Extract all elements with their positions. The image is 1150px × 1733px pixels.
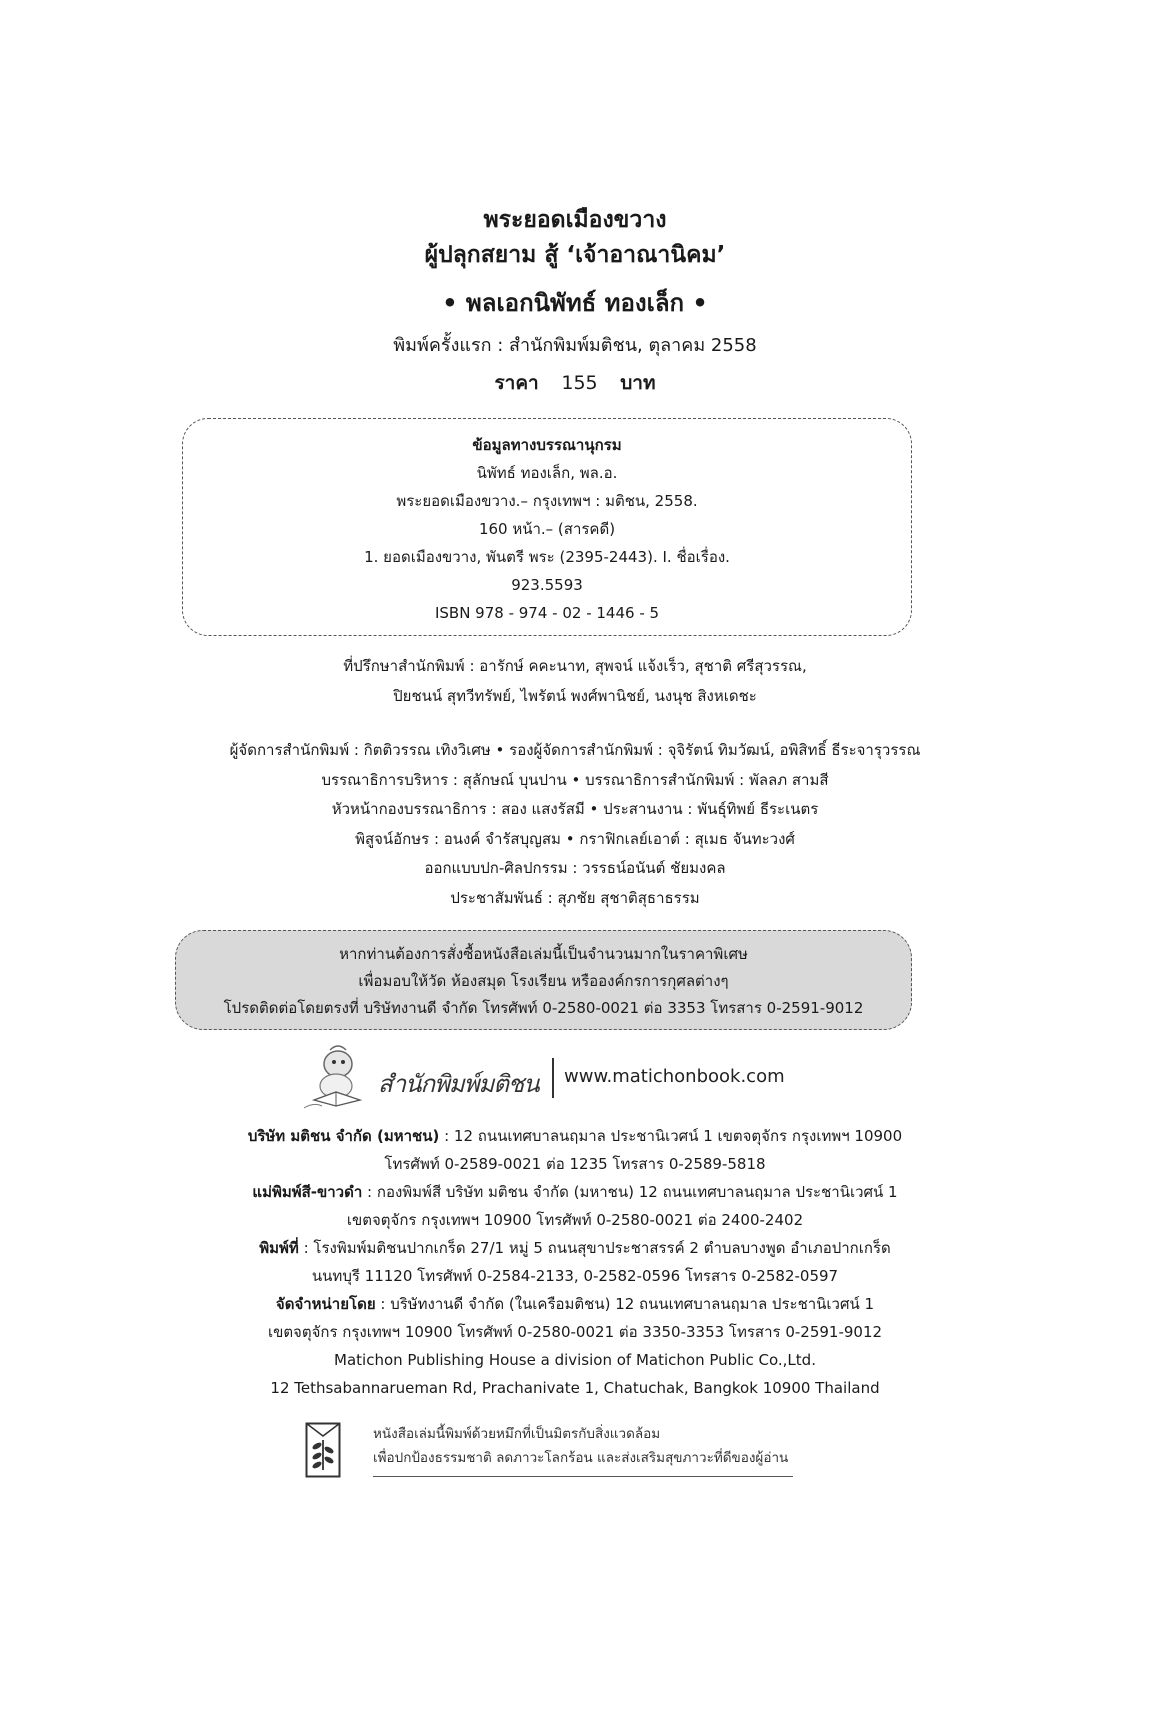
english-address-line: 12 Tethsabannarueman Rd, Prachanivate 1, Chatuchak, Bangkok 10900 Thailand: [270, 1379, 880, 1397]
publisher-address-line: [0, 1122, 1150, 1150]
order-contact-line: โปรดติดต่อโดยตรงที่ บริษัทงานดี จำกัด โทรศัพท์ 0-2580-0021 ต่อ 3353 โทรสาร 0-2591-9012: [223, 999, 864, 1017]
cip-line: 160 หน้า.– (สารคดี): [478, 520, 616, 538]
printer-line: [0, 1234, 1150, 1262]
management-block: [0, 736, 1150, 913]
bulk-order-notice: [175, 930, 912, 1030]
eco-notice: [305, 1422, 795, 1482]
cip-line: 923.5593: [511, 576, 583, 594]
cip-box: [182, 418, 912, 636]
publisher-phone: โทรศัพท์ 0-2589-0021 ต่อ 1235 โทรสาร 0-2589-5818: [384, 1155, 766, 1173]
book-subtitle: ผู้ปลุกสยาม สู้ ‘เจ้าอาณานิคม’: [424, 242, 726, 268]
staff-line: พิสูจน์อักษร : อนงค์ จำรัสบุญสม • กราฟิกเลย์เอาต์ : สุเมธ จันทะวงศ์: [355, 829, 795, 848]
price-value: 155: [561, 372, 598, 394]
price-unit: บาท: [620, 372, 656, 394]
advisors-line: ที่ปรึกษาสำนักพิมพ์ : อารักษ์ คคะนาท, สุพจน์ แจ้งเร็ว, สุชาติ ศรีสุวรรณ,: [343, 657, 807, 675]
publisher-script-logo: สำนักพิมพ์มติชน: [378, 1070, 539, 1098]
cip-line: นิพัทธ์ ทองเล็ก, พล.อ.: [476, 464, 618, 482]
distributor-line-2: เขตจตุจักร กรุงเทพฯ 10900 โทรศัพท์ 0-2580-0021 ต่อ 3350-3353 โทรสาร 0-2591-9012: [267, 1323, 883, 1341]
distributor-label: จัดจำหน่ายโดย: [275, 1295, 376, 1313]
eco-underline: [373, 1476, 793, 1477]
price-line: [0, 370, 1150, 396]
company-info-block: [0, 1122, 1150, 1402]
advisors-line: ปิยชนน์ สุทวีทรัพย์, ไพรัตน์ พงศ์พานิชย์, นงนุช สิงหเดชะ: [393, 686, 757, 705]
price-label: ราคา: [494, 372, 539, 394]
cip-line: พระยอดเมืองขวาง.– กรุงเทพฯ : มติชน, 2558.: [396, 492, 698, 510]
printer-line-2: นนทบุรี 11120 โทรศัพท์ 0-2584-2133, 0-2582-0596 โทรสาร 0-2582-0597: [311, 1267, 839, 1285]
staff-line: ประชาสัมพันธ์ : สุภชัย สุชาติสุธาธรรม: [450, 888, 700, 907]
plate-line-2: เขตจตุจักร กรุงเทพฯ 10900 โทรศัพท์ 0-2580-0021 ต่อ 2400-2402: [346, 1211, 804, 1229]
publisher-address: : 12 ถนนเทศบาลนฤมาล ประชานิเวศน์ 1 เขตจตุจักร กรุงเทพฯ 10900: [439, 1127, 903, 1145]
eco-line: หนังสือเล่มนี้พิมพ์ด้วยหมึกที่เป็นมิตรกับสิ่งแวดล้อม: [373, 1426, 661, 1442]
logo-divider: [552, 1058, 554, 1098]
plate-label: แม่พิมพ์สี-ขาวดำ: [252, 1183, 363, 1201]
cip-heading: ข้อมูลทางบรรณานุกรม: [472, 436, 622, 454]
distributor-line: [0, 1290, 1150, 1318]
publisher-website-link[interactable]: www.matichonbook.com: [564, 1066, 785, 1087]
cip-isbn: ISBN 978 - 974 - 02 - 1446 - 5: [434, 604, 660, 622]
printer-label: พิมพ์ที่: [259, 1239, 299, 1257]
publisher-logo-row: [300, 1042, 860, 1112]
eco-line: เพื่อปกป้องธรรมชาติ ลดภาวะโลกร้อน และส่งเสริมสุขภาวะที่ดีของผู้อ่าน: [373, 1450, 789, 1466]
printer-address: : โรงพิมพ์มติชนปากเกร็ด 27/1 หมู่ 5 ถนนสุขาประชาสรรค์ 2 ตำบลบางพูด อำเภอปากเกร็ด: [298, 1239, 891, 1257]
cip-line: 1. ยอดเมืองขวาง, พันตรี พระ (2395-2443). I. ชื่อเรื่อง.: [364, 548, 730, 566]
reading-character-icon: [300, 1042, 372, 1110]
advisors-block: [0, 652, 1150, 711]
distributor-address: : บริษัทงานดี จำกัด (ในเครือมติชน) 12 ถนนเทศบาลนฤมาล ประชานิเวศน์ 1: [375, 1295, 875, 1313]
staff-line: ผู้จัดการสำนักพิมพ์ : กิตติวรรณ เทิงวิเศษ • รองผู้จัดการสำนักพิมพ์ : จุจิรัตน์ ทิมวัฒน์, อพิสิทธิ์ ธีระจารุวรรณ: [229, 741, 921, 759]
plate-line: [0, 1178, 1150, 1206]
eco-text: [373, 1422, 788, 1470]
order-line: เพื่อมอบให้วัด ห้องสมุด โรงเรียน หรือองค์กรการกุศลต่างๆ: [358, 972, 729, 990]
eco-leaf-book-icon: [305, 1422, 341, 1478]
printing-info: พิมพ์ครั้งแรก : สำนักพิมพ์มติชน, ตุลาคม 2558: [393, 335, 757, 356]
book-title: พระยอดเมืองขวาง: [483, 207, 667, 233]
english-company-line: Matichon Publishing House a division of Matichon Public Co.,Ltd.: [334, 1351, 816, 1369]
publisher-label: บริษัท มติชน จำกัด (มหาชน): [247, 1127, 440, 1145]
plate-address: : กองพิมพ์สี บริษัท มติชน จำกัด (มหาชน) 12 ถนนเทศบาลนฤมาล ประชานิเวศน์ 1: [362, 1183, 898, 1201]
book-author: • พลเอกนิพัทธ์ ทองเล็ก •: [442, 289, 708, 317]
order-line: หากท่านต้องการสั่งซื้อหนังสือเล่มนี้เป็นจำนวนมากในราคาพิเศษ: [339, 945, 748, 963]
staff-line: หัวหน้ากองบรรณาธิการ : สอง แสงรัสมี • ประสานงาน : พันธุ์ทิพย์ ธีระเนตร: [331, 800, 819, 818]
staff-line: ออกแบบปก-ศิลปกรรม : วรรธน์อนันต์ ชัยมงคล: [424, 859, 726, 877]
staff-line: บรรณาธิการบริหาร : สุลักษณ์ บุนปาน • บรรณาธิการสำนักพิมพ์ : พัลลภ สามสี: [321, 770, 829, 789]
